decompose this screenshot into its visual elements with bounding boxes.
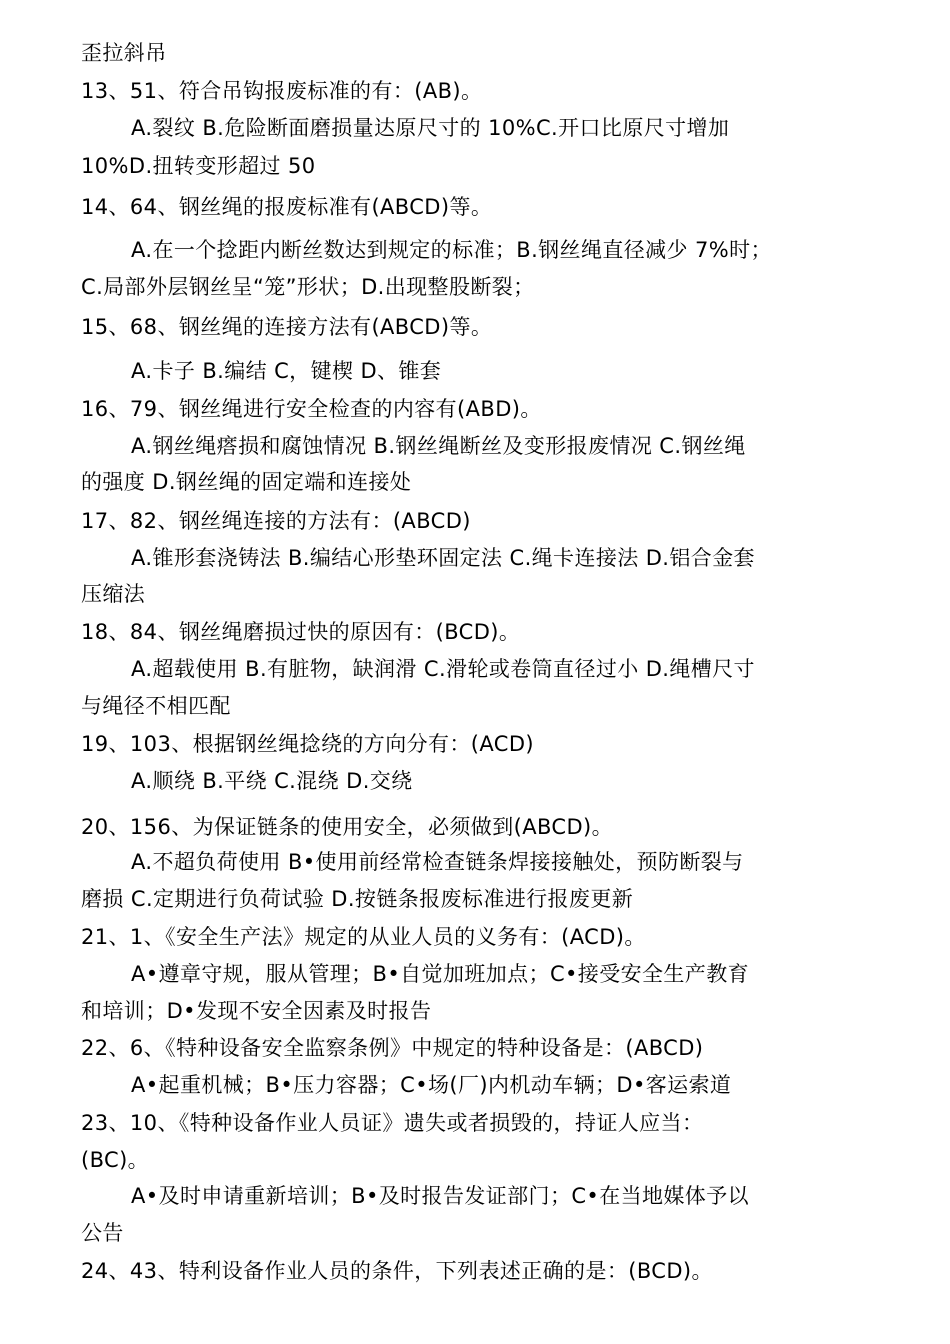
question-21-options-cont: 和培训；D•发现不安全因素及时报告: [81, 999, 432, 1023]
question-16-options-cont: 的强度 D.钢丝绳的固定端和连接处: [81, 470, 412, 494]
question-18-options: A.超载使用 B.有脏物，缺润滑 C.滑轮或卷筒直径过小 D.绳槽尺寸: [131, 657, 755, 681]
question-18: 18、84、钢丝绳磨损过快的原因有：(BCD)。: [81, 620, 521, 644]
question-13-options-cont: 10%D.扭转变形超过 50: [81, 154, 316, 178]
question-22-options: A•起重机械；B•压力容器；C•场(厂)内机动车辆；D•客运索道: [131, 1073, 732, 1097]
question-22: 22、6、《特种设备安全监察条例》中规定的特种设备是：(ABCD): [81, 1036, 704, 1060]
question-17-options-cont: 压缩法: [81, 582, 146, 606]
question-23: 23、10、《特种设备作业人员证》遗失或者损毁的，持证人应当：: [81, 1111, 704, 1135]
question-23-options: A•及时申请重新培训；B•及时报告发证部门；C•在当地媒体予以: [131, 1184, 749, 1208]
question-14: 14、64、钢丝绳的报废标准有(ABCD)等。: [81, 195, 493, 219]
question-13: 13、51、符合吊钩报废标准的有：(AB)。: [81, 79, 483, 103]
question-14-options: A.在一个捻距内断丝数达到规定的标准；B.钢丝绳直径减少 7%时；: [131, 238, 772, 262]
question-16-options: A.钢丝绳瘩损和腐蚀情况 B.钢丝绳断丝及变形报废情况 C.钢丝绳: [131, 434, 746, 458]
question-15-options: A.卡子 B.编结 C，键楔 D、锥套: [131, 359, 442, 383]
question-14-options-cont: C.局部外层钢丝呈“笼”形状；D.出现整股断裂；: [81, 275, 535, 299]
question-19: 19、103、根据钢丝绳捻绕的方向分有：(ACD): [81, 732, 535, 756]
question-23-cont: (BC)。: [81, 1148, 150, 1172]
question-20: 20、156、为保证链条的使用安全，必须做到(ABCD)。: [81, 815, 614, 839]
question-18-options-cont: 与绳径不相匹配: [81, 694, 231, 718]
question-17-options: A.锥形套浇铸法 B.编结心形垫环固定法 C.绳卡连接法 D.铝合金套: [131, 546, 755, 570]
question-24: 24、43、特利设备作业人员的条件，下列表述正确的是：(BCD)。: [81, 1259, 713, 1283]
question-21-options: A•遵章守规，服从管理；B•自觉加班加点；C•接受安全生产教育: [131, 962, 749, 986]
question-16: 16、79、钢丝绳进行安全检查的内容有(ABD)。: [81, 397, 542, 421]
question-17: 17、82、钢丝绳连接的方法有：(ABCD): [81, 509, 471, 533]
question-20-options-cont: 磨损 C.定期进行负荷试验 D.按链条报废标准进行报废更新: [81, 887, 634, 911]
question-13-options: A.裂纹 B.危险断面磨损量达原尺寸的 10%C.开口比原尺寸增加: [131, 116, 730, 140]
question-20-options: A.不超负荷使用 B•使用前经常检查链条焊接接触处，预防断裂与: [131, 850, 744, 874]
text-line: 歪拉斜吊: [81, 41, 167, 65]
question-21: 21、1、《安全生产法》规定的从业人员的义务有：(ACD)。: [81, 925, 646, 949]
question-23-options-cont: 公告: [81, 1221, 124, 1245]
question-19-options: A.顺绕 B.平绕 C.混绕 D.交绕: [131, 769, 413, 793]
question-15: 15、68、钢丝绳的连接方法有(ABCD)等。: [81, 315, 493, 339]
